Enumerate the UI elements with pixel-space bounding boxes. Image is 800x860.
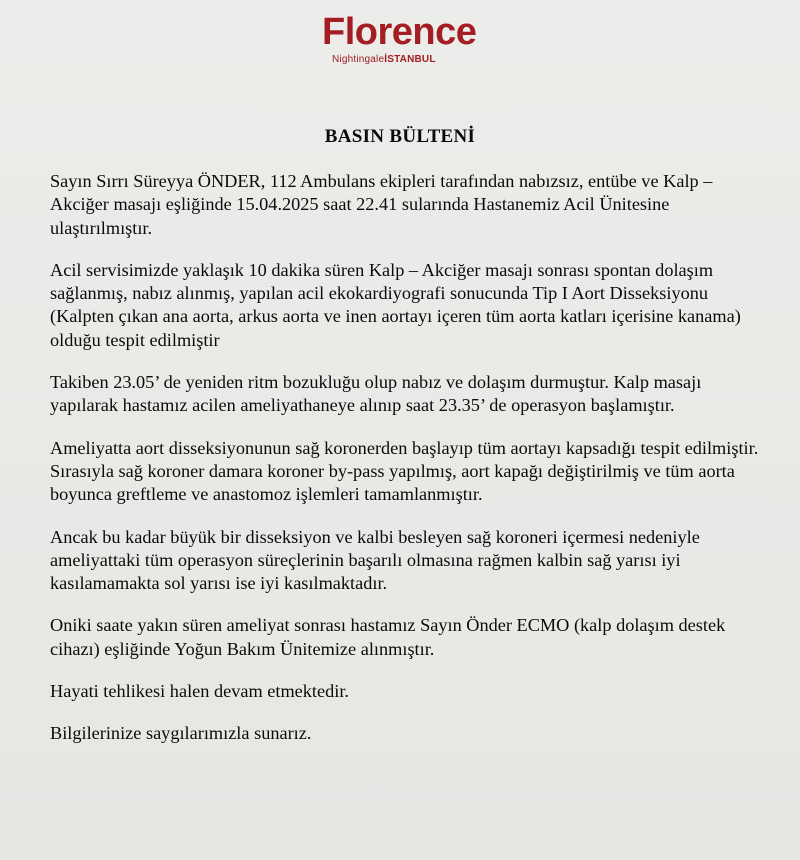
paragraph-heart-status: Ancak bu kadar büyük bir disseksiyon ve kalbi besleyen sağ koroneri içermesi nedeniyle ameliyattaki tüm operasyon süreçlerinin başarılı olmasına rağmen kalbin sağ yarısı iyi kasılamamakta sol yarısı ise iyi kasılmaktadır. bbox=[50, 526, 700, 594]
paragraph-condition: Hayati tehlikesi halen devam etmektedir. bbox=[50, 681, 349, 702]
paragraph-icu: Oniki saate yakın süren ameliyat sonrası hastamız Sayın Önder ECMO (kalp dolaşım destek cihazı) eşliğinde Yoğun Bakım Ünitemize alınmıştır. bbox=[50, 615, 726, 659]
logo-subtitle-right: İSTANBUL bbox=[384, 54, 436, 65]
hospital-logo bbox=[318, 10, 488, 72]
document-body bbox=[50, 170, 762, 746]
logo-wordmark: Florence bbox=[322, 11, 477, 53]
logo-subtitle bbox=[332, 54, 436, 65]
paragraph-arrest: Takiben 23.05’ de yeniden ritm bozukluğu olup nabız ve dolaşım durmuştur. Kalp masajı yapılarak hastamız acilen ameliyathaneye alınıp saat 23.35’ de operasyon başlamıştır. bbox=[50, 372, 702, 416]
paragraph-closing: Bilgilerinize saygılarımızla sunarız. bbox=[50, 723, 312, 744]
logo-subtitle-left: Nightingale bbox=[332, 54, 385, 65]
paragraph-surgery: Ameliyatta aort disseksiyonunun sağ koronerden başlayıp tüm aortayı kapsadığı tespit edilmiştir. Sırasıyla sağ koroner damara koroner by-pass yapılmış, aort kapağı değiştirilmiş ve tüm aorta boyunca greftleme ve anastomoz işlemleri tamamlanmıştır. bbox=[50, 437, 759, 505]
document-title: BASIN BÜLTENİ bbox=[324, 126, 476, 147]
paragraph-diagnosis: Acil servisimizde yaklaşık 10 dakika süren Kalp – Akciğer masajı sonrası spontan dolaşım sağlanmış, nabız alınmış, yapılan acil ekokardiyografi sonucunda Tip I Aort Disseksiyonu (Kalpten çıkan ana aorta, arkus aorta ve inen aortayı içeren tüm aorta katları içerisine kanama) olduğu tespit edilmiştir bbox=[50, 259, 741, 350]
paragraph-arrival: Sayın Sırrı Süreyya ÖNDER, 112 Ambulans ekipleri tarafından nabızsız, entübe ve Kalp – Akciğer masajı eşliğinde 15.04.2025 saat 22.41 sularında Hastanemiz Acil Ünitesine ulaştırılmıştır. bbox=[50, 171, 713, 238]
